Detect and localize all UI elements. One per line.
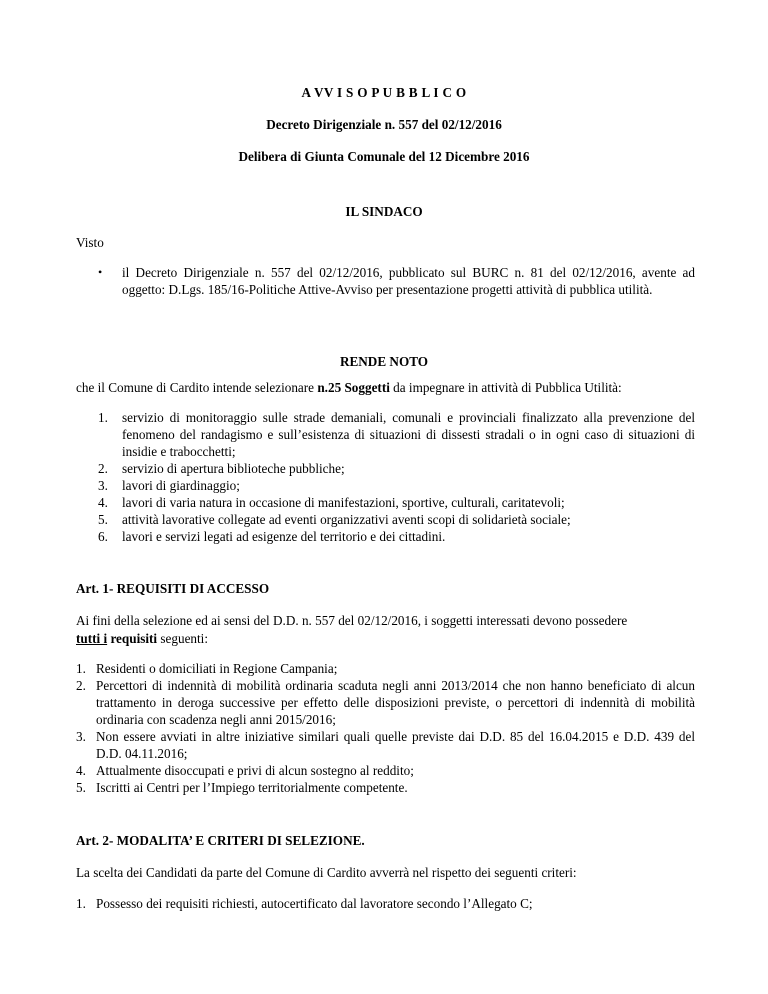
list-number: 4. (98, 495, 108, 510)
list-number: 4. (76, 763, 86, 778)
art1-intro-bold: requisiti (107, 631, 158, 646)
list-number: 5. (76, 780, 86, 795)
list-number: 1. (98, 410, 108, 425)
rende-noto-heading: RENDE NOTO (339, 354, 429, 369)
list-text: Iscritti ai Centri per l’Impiego territorialmente competente. (96, 780, 408, 795)
visto-label: Visto (76, 235, 104, 250)
list-number: 2. (76, 678, 86, 693)
decree-line: Decreto Dirigenziale n. 557 del 02/12/2016 (266, 117, 502, 132)
art1-intro-line2 (76, 630, 208, 647)
list-number: 3. (76, 729, 86, 744)
list-text: Attualmente disoccupati e privi di alcun sostegno al reddito; (96, 763, 414, 778)
list-text: lavori e servizi legati ad esigenze del territorio e dei cittadini. (122, 529, 446, 544)
intro-text-end: da impegnare in attività di Pubblica Utilità: (389, 380, 622, 395)
list-text: Percettori di indennità di mobilità ordinaria scaduta negli anni 2013/2014 che non hanno beneficiato di alcun trattamento in deroga successive per effetto delle disposizioni previste, o percettori di indennità di mobilità ordinaria con scadenza negli anni 2015/2016; (96, 678, 695, 727)
rende-noto-intro (76, 379, 716, 396)
list-number: 5. (98, 512, 108, 527)
bullet-icon: • (98, 265, 103, 279)
art1-intro-text: Ai fini della selezione ed ai sensi del D.D. n. 557 del 02/12/2016, i soggetti interessati devono possedere (76, 613, 628, 628)
list-text: Non essere avviati in altre iniziative similari quali quelle previste dai D.D. 85 del 16.04.2015 e D.D. 439 del D.D. 04.11.2016; (96, 729, 695, 761)
list-text: lavori di varia natura in occasione di manifestazioni, sportive, culturali, caritatevoli; (122, 495, 565, 510)
art2-heading: Art. 2- MODALITA’ E CRITERI DI SELEZIONE. (76, 833, 365, 848)
visto-text: il Decreto Dirigenziale n. 557 del 02/12/2016, pubblicato sul BURC n. 81 del 02/12/2016, avente ad oggetto: D.Lgs. 185/16-Politiche Attive-Avviso per presentazione progetti attività di pubblica utilità. (122, 265, 695, 297)
sindaco-heading: IL SINDACO (345, 204, 423, 219)
list-text: Possesso dei requisiti richiesti, autocertificato dal lavoratore secondo l’Allegato C; (96, 896, 533, 911)
list-text: servizio di apertura biblioteche pubbliche; (122, 461, 345, 476)
list-number: 3. (98, 478, 108, 493)
list-text: Residenti o domiciliati in Regione Campania; (96, 661, 338, 676)
intro-text: che il Comune di Cardito intende selezionare (76, 380, 318, 395)
notice-title: A VV I S O P U B B L I C O (301, 85, 467, 100)
list-text: servizio di monitoraggio sulle strade demaniali, comunali e provinciali finalizzato alla prevenzione del fenomeno del randagismo e sull’esistenza di situazioni di dissesti stradali o in ogni caso di situazioni di insidie e trabocchetti; (122, 410, 695, 459)
art2-intro: La scelta dei Candidati da parte del Comune di Cardito avverrà nel rispetto dei seguenti criteri: (76, 865, 577, 880)
list-number: 6. (98, 529, 108, 544)
intro-bold: n.25 Soggetti (317, 380, 390, 395)
list-text: lavori di giardinaggio; (122, 478, 240, 493)
art1-intro-end: seguenti: (157, 631, 209, 646)
list-text: attività lavorative collegate ad eventi organizzativi aventi scopi di solidarietà sociale; (122, 512, 571, 527)
list-number: 1. (76, 896, 86, 911)
art1-intro-underlined: tutti i (76, 631, 108, 646)
art1-intro (76, 612, 694, 629)
art1-heading: Art. 1- REQUISITI DI ACCESSO (76, 581, 270, 596)
list-number: 2. (98, 461, 108, 476)
delibera-line: Delibera di Giunta Comunale del 12 Dicembre 2016 (238, 149, 530, 164)
list-number: 1. (76, 661, 86, 676)
